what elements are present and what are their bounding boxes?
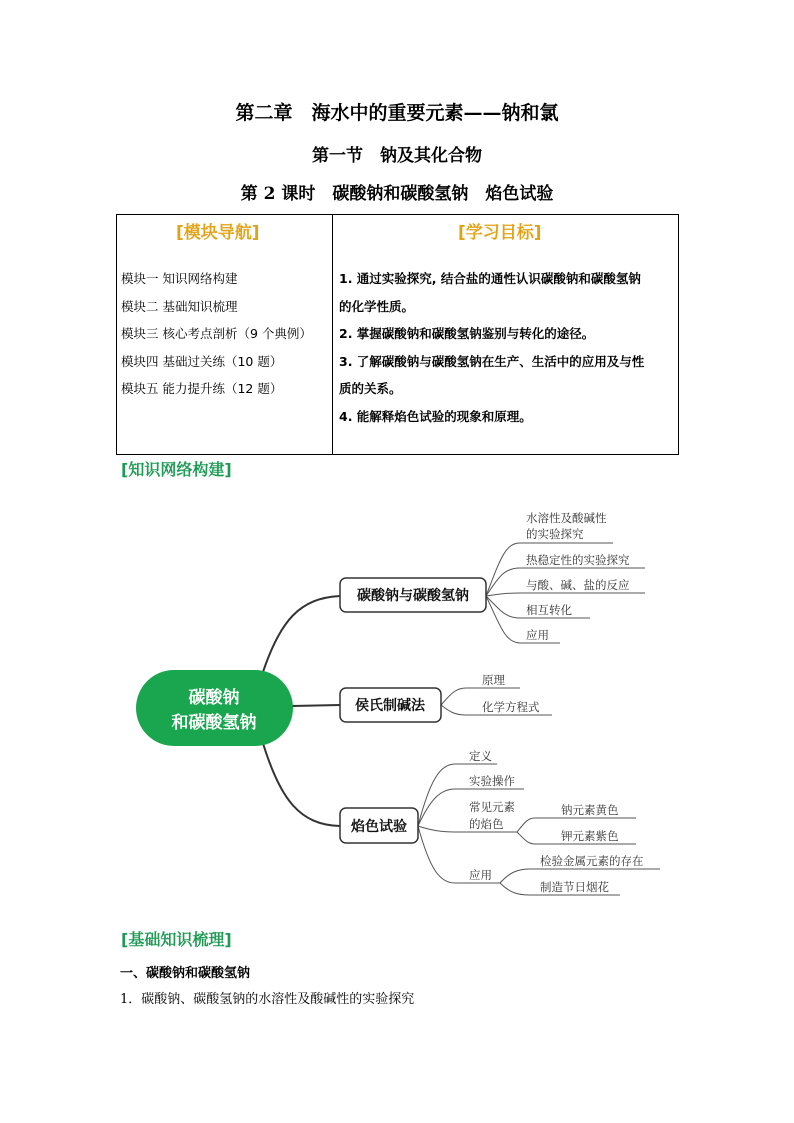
leaf-label: 钾元素紫色 (561, 829, 619, 843)
goal-line: 2. 掌握碳酸钠和碳酸氢钠鉴别与转化的途径。 (339, 326, 595, 341)
leaf-label: 的实验探究 (526, 527, 584, 541)
root-node (136, 670, 293, 746)
leaf-label: 常见元素 (469, 800, 515, 814)
branch-label: 侯氏制碱法 (355, 698, 425, 714)
body-heading: 一、碳酸钠和碳酸氢钠 (120, 966, 251, 981)
leaf-label: 检验金属元素的存在 (540, 854, 644, 868)
module-nav-header: [模块导航] (176, 223, 260, 243)
leaf-label: 应用 (526, 628, 549, 642)
learning-goals-header: [学习目标] (458, 223, 542, 243)
module-item: 模块五 能力提升练（12 题） (121, 381, 283, 396)
body-item: 1．碳酸钠、碳酸氢钠的水溶性及酸碱性的实验探究 (120, 992, 415, 1007)
root-label-line1: 碳酸钠 (188, 688, 240, 708)
section-title: 第一节 钠及其化合物 (312, 146, 482, 166)
module-item: 模块四 基础过关练（10 题） (121, 353, 283, 369)
leaf-label: 原理 (482, 673, 505, 687)
leaf-label: 的焰色 (469, 817, 504, 831)
leaf-label: 实验操作 (469, 774, 515, 788)
knowledge-net-heading: [知识网络构建] (121, 460, 232, 479)
leaf-label: 钠元素黄色 (561, 803, 619, 817)
module-item: 模块一 知识网络构建 (121, 271, 238, 286)
leaf-label: 与酸、碱、盐的反应 (526, 578, 630, 592)
root-label-line2: 和碳酸氢钠 (171, 713, 257, 733)
leaf-label: 定义 (469, 749, 492, 763)
chapter-title: 第二章 海水中的重要元素——钠和氯 (235, 102, 559, 124)
connector (486, 593, 645, 596)
leaf-label: 水溶性及酸碱性 (526, 511, 607, 525)
goal-line: 3. 了解碳酸钠与碳酸氢钠在生产、生活中的应用及与性 (339, 353, 645, 369)
leaf-label: 制造节日烟花 (540, 880, 609, 894)
module-item: 模块三 核心考点剖析（9 个典例） (121, 326, 312, 341)
branch-label: 碳酸钠与碳酸氢钠 (357, 588, 469, 604)
branch-label: 焰色试验 (351, 819, 407, 835)
goal-line: 的化学性质。 (339, 298, 415, 314)
connector (262, 596, 340, 675)
leaf-label: 应用 (469, 868, 492, 882)
basic-knowledge-heading: [基础知识梳理] (121, 930, 232, 949)
connector (292, 705, 340, 706)
goal-line: 质的关系。 (339, 381, 402, 396)
module-item: 模块二 基础知识梳理 (121, 298, 238, 314)
connector (262, 740, 340, 826)
lesson-title: 第 2 课时 碳酸钠和碳酸氢钠 焰色试验 (240, 184, 554, 204)
goal-line: 4. 能解释焰色试验的现象和原理。 (339, 408, 532, 424)
goal-line: 1. 通过实验探究, 结合盐的通性认识碳酸钠和碳酸氢钠 (339, 271, 641, 286)
leaf-label: 相互转化 (526, 603, 572, 617)
leaf-label: 热稳定性的实验探究 (526, 553, 630, 567)
leaf-label: 化学方程式 (482, 700, 540, 714)
